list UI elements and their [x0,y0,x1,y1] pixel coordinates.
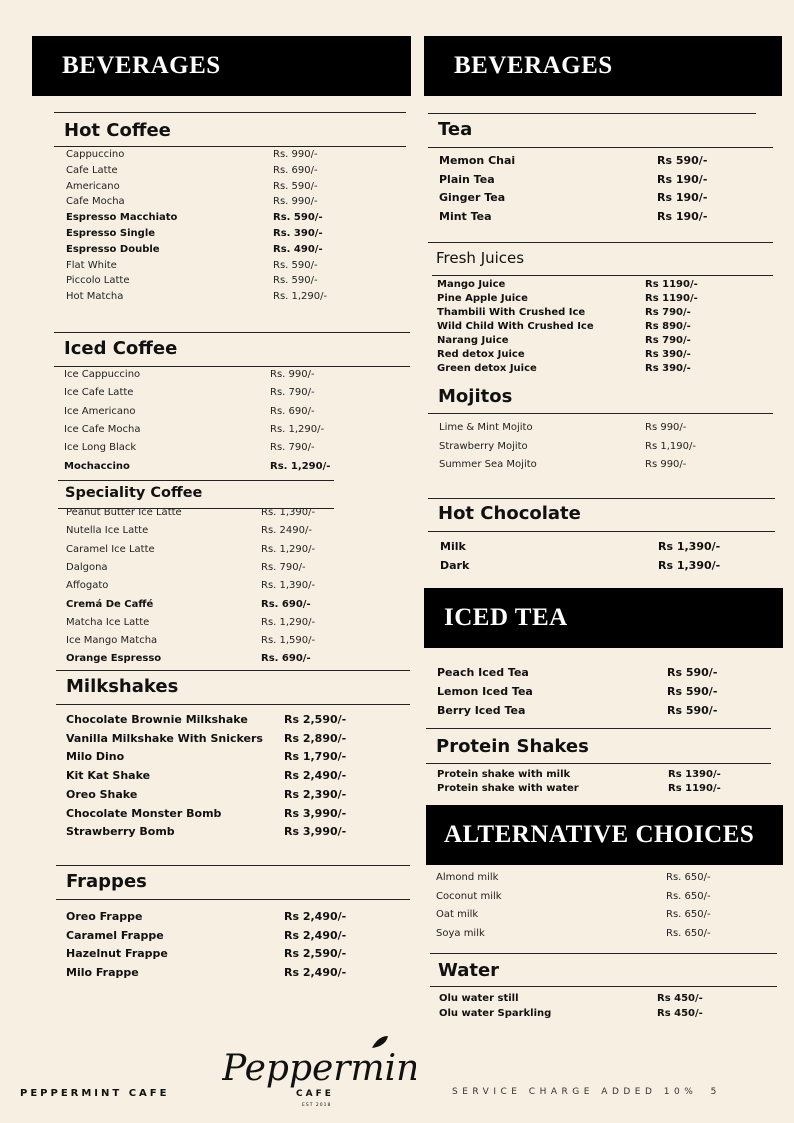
menu-item [66,580,351,594]
menu-item-price: Rs 990/- [645,422,687,433]
menu-item [66,966,374,980]
left-banner-title: BEVERAGES [62,52,221,79]
menu-item-name: Nutella Ice Latte [66,525,149,537]
menu-item-price: Rs. 650/- [666,872,711,883]
menu-item-price: Rs 2,590/- [284,713,347,726]
menu-item [437,293,735,307]
menu-item-name: Oat milk [436,909,479,920]
menu-item-price: Rs. 790/- [270,387,315,399]
menu-item-name: Milk [440,540,466,553]
alternative-choices-banner [426,805,783,865]
menu-item [66,825,374,839]
menu-item-name: Thambili With Crushed Ice [437,307,586,318]
menu-item-name: Coconut milk [436,890,502,902]
menu-item-name: Piccolo Latte [66,275,130,287]
menu-item-price: Rs 1190/- [645,293,698,304]
milkshakes-title: Milkshakes [66,676,179,697]
speciality-coffee-section [58,480,334,510]
menu-item [437,704,757,718]
menu-item-name: Berry Iced Tea [437,704,526,717]
menu-item-name: Green detox Juice [437,363,537,374]
menu-item-name: Milo Dino [66,750,125,764]
menu-item [440,540,748,554]
menu-item-name: Milo Frappe [66,965,139,979]
hot-chocolate-title: Hot Chocolate [438,503,581,524]
menu-item-price: Rs. 690/- [270,405,315,417]
menu-item-price: Rs. 1,390/- [261,507,316,518]
menu-item [66,181,363,195]
menu-item-price: Rs 790/- [645,335,691,346]
menu-item-name: Soya milk [436,927,485,939]
menu-item-name: Americano [66,180,120,192]
menu-item-price: Rs. 1,290/- [261,616,316,628]
menu-item [66,807,374,821]
menu-item-name: Strawberry Mojito [439,440,528,452]
water-title: Water [438,960,500,981]
menu-item-price: Rs. 1,390/- [261,580,316,592]
menu-item-name: Espresso Single [66,228,156,239]
menu-item [66,544,351,558]
page-number: 5 [710,1087,721,1097]
menu-item [64,461,360,475]
peppermint-logo-graphic [222,1036,416,1108]
menu-item-price: Rs. 590/- [273,212,323,224]
menu-item-price: Rs 590/- [667,685,718,698]
svg-text:CAFE: CAFE [296,1089,334,1099]
menu-item-price: Rs 1190/- [668,783,721,794]
menu-item-name: Wild Child With Crushed Ice [437,321,594,332]
menu-item-price: Rs 190/- [657,172,708,186]
menu-item [66,653,351,667]
menu-item-name: Lemon Iced Tea [437,685,533,698]
menu-item-price: Rs 450/- [657,993,703,1004]
menu-item-price: Rs. 990/- [273,196,318,208]
peppermint-logo [222,1036,416,1108]
menu-item-price: Rs 2,490/- [284,928,347,942]
menu-item-name: Mochaccino [64,460,130,472]
menu-item-name: Pine Apple Juice [437,293,528,304]
menu-item-price: Rs. 1,290/- [270,460,331,472]
menu-item-price: Rs 990/- [645,459,687,470]
menu-item-price: Rs. 690/- [261,598,311,610]
menu-item [66,196,363,210]
water-section [430,953,777,989]
menu-item-name: Ginger Tea [439,191,506,205]
menu-item-name: Peanut Butter Ice Latte [66,507,182,518]
alternative-choices-banner-title: ALTERNATIVE CHOICES [444,821,755,848]
svg-text:EST 2018: EST 2018 [302,1103,332,1108]
menu-item-name: Summer Sea Mojito [439,459,537,470]
menu-item-name: Protein shake with water [437,783,579,794]
menu-item [66,165,363,179]
mojitos-title: Mojitos [438,386,513,407]
menu-item-name: Oreo Frappe [66,910,143,923]
menu-item [439,173,747,187]
menu-item-name: Caramel Ice Latte [66,543,155,555]
menu-item [437,666,757,680]
right-banner-title: BEVERAGES [454,52,613,79]
menu-item-price: Rs. 650/- [666,890,711,902]
left-beverages-banner [32,36,411,96]
menu-item [66,244,363,258]
speciality-coffee-title: Speciality Coffee [65,485,203,501]
menu-item-name: Cafe Latte [66,164,118,176]
menu-item-price: Rs 1,790/- [284,750,347,764]
menu-item [436,909,756,923]
menu-item-name: Ice Cafe Mocha [64,423,141,435]
fresh-juices-title: Fresh Juices [436,249,525,267]
menu-item-price: Rs 450/- [657,1007,703,1019]
menu-item-name: Ice Cappuccino [64,369,141,380]
menu-item [437,321,735,335]
menu-item [439,1008,747,1022]
menu-item-name: Olu water Sparkling [439,1007,552,1019]
menu-item-price: Rs. 1,290/- [261,543,316,555]
menu-item [64,424,360,438]
protein-shakes-title: Protein Shakes [436,736,589,757]
menu-item [437,349,735,363]
menu-item [66,562,351,576]
menu-item-price: Rs 2,890/- [284,731,347,745]
menu-item-price: Rs 1390/- [668,769,721,780]
tea-section [428,113,773,149]
menu-item [66,525,351,539]
menu-item-name: Plain Tea [439,172,495,186]
menu-item [66,260,363,274]
menu-item-price: Rs 590/- [667,666,718,679]
menu-item-price: Rs. 490/- [273,243,323,255]
menu-item-name: Ice Long Black [64,442,137,454]
menu-item-price: Rs 2,490/- [284,965,347,979]
iced-tea-banner [424,588,783,648]
menu-item-name: Olu water still [439,993,519,1004]
menu-item [66,635,351,649]
frappes-title: Frappes [66,871,147,892]
menu-item [439,191,747,205]
menu-item-name: Narang Juice [437,335,509,346]
iced-coffee-title: Iced Coffee [64,338,178,359]
menu-item-name: Caramel Frappe [66,928,164,942]
menu-item-price: Rs 3,990/- [284,806,347,820]
menu-item [66,750,374,764]
menu-item-price: Rs. 590/- [273,180,318,192]
menu-item-name: Cafe Mocha [66,196,125,208]
menu-item [439,210,747,224]
menu-item-name: Espresso Double [66,243,160,255]
menu-item-price: Rs. 650/- [666,909,711,920]
menu-item-price: Rs 390/- [645,349,691,360]
menu-item-price: Rs. 790/- [270,442,315,454]
menu-item-name: Flat White [66,259,117,271]
menu-item [66,212,363,226]
menu-item [66,947,374,961]
menu-item [66,149,363,163]
menu-item-name: Almond milk [436,872,499,883]
menu-item-name: Mint Tea [439,209,492,223]
menu-item-price: Rs 590/- [657,154,708,167]
menu-item-price: Rs. 650/- [666,927,711,939]
menu-item [437,279,735,293]
menu-item [66,929,374,943]
hot-chocolate-section [428,498,775,534]
menu-item-name: Oreo Shake [66,787,138,801]
menu-item [439,459,735,473]
menu-item [66,910,374,924]
service-charge-text: SERVICE CHARGE ADDED 10% [452,1087,698,1097]
menu-item [437,335,735,349]
menu-item-price: Rs 2,390/- [284,787,347,801]
footer-cafe-name: PEPPERMINT CAFE [20,1088,170,1099]
menu-item [437,307,735,321]
menu-item [436,872,756,886]
menu-item [64,442,360,456]
menu-item-price: Rs 2,490/- [284,769,347,783]
menu-item-price: Rs 2,490/- [284,910,347,923]
menu-item-name: Dark [440,558,470,572]
menu-item-price: Rs 390/- [645,363,691,374]
mojitos-section [428,380,773,416]
menu-item-name: Ice Cafe Latte [64,387,134,399]
menu-item [64,369,360,383]
menu-item [66,788,374,802]
menu-item [439,993,747,1007]
svg-text:Peppermint: Peppermint [222,1048,416,1089]
menu-item-price: Rs 190/- [657,209,708,223]
menu-item [66,275,363,289]
menu-item [64,406,360,420]
menu-item-name: Ice Mango Matcha [66,635,158,647]
menu-item-price: Rs 3,990/- [284,825,347,839]
menu-item-name: Peach Iced Tea [437,666,529,679]
menu-item-name: Kit Kat Shake [66,769,151,783]
menu-item [64,387,360,401]
menu-item-price: Rs 190/- [657,191,708,205]
menu-item [439,422,735,436]
menu-item-price: Rs 790/- [645,307,691,318]
footer-service-charge [452,1087,721,1097]
menu-item-name: Chocolate Monster Bomb [66,806,222,820]
frappes-section [56,865,410,901]
menu-item-price: Rs. 1,290/- [273,291,328,303]
menu-item-name: Chocolate Brownie Milkshake [66,713,248,726]
menu-item-name: Lime & Mint Mojito [439,422,533,433]
menu-item-price: Rs. 690/- [261,653,311,665]
iced-coffee-section [54,332,410,372]
menu-item [439,441,735,455]
menu-item [66,599,351,613]
hot-coffee-title: Hot Coffee [64,120,171,141]
menu-item [437,363,735,377]
menu-item-price: Rs. 1,290/- [270,423,325,435]
menu-item [440,559,748,573]
menu-item-name: Strawberry Bomb [66,825,175,839]
menu-item-name: Espresso Macchiato [66,212,178,224]
menu-item-price: Rs 2,590/- [284,947,347,961]
menu-item-name: Matcha Ice Latte [66,616,150,628]
menu-item-price: Rs. 990/- [273,149,318,160]
menu-item-name: Mango Juice [437,279,506,290]
menu-item [439,154,747,168]
menu-item [66,713,374,727]
menu-item-price: Rs 1190/- [645,279,698,290]
menu-item [436,928,756,942]
menu-item-price: Rs. 590/- [273,259,318,271]
menu-item [437,769,758,783]
menu-item [436,891,756,905]
menu-item-name: Ice Americano [64,405,136,417]
menu-item [437,685,757,699]
menu-item-name: Vanilla Milkshake With Snickers [66,731,263,745]
menu-item-price: Rs. 790/- [261,561,306,573]
menu-item-name: Red detox Juice [437,349,525,360]
menu-item-price: Rs. 2490/- [261,525,312,537]
menu-item-name: Cappuccino [66,149,125,160]
menu-item-name: Orange Espresso [66,653,162,665]
right-beverages-banner [424,36,782,96]
protein-shakes-section [426,728,771,764]
menu-item [66,228,363,242]
menu-item-price: Rs 590/- [667,704,718,717]
tea-title: Tea [438,119,473,140]
menu-item-price: Rs. 690/- [273,164,318,176]
menu-item-price: Rs. 390/- [273,228,323,239]
menu-item [437,783,758,797]
menu-item-price: Rs 1,390/- [658,540,721,553]
menu-item-name: Affogato [66,580,109,592]
menu-item-price: Rs 1,390/- [658,558,721,572]
menu-item-name: Hot Matcha [66,291,124,303]
menu-item-price: Rs. 990/- [270,369,315,380]
menu-item [66,732,374,746]
menu-item-price: Rs. 590/- [273,275,318,287]
menu-item-name: Hazelnut Frappe [66,947,168,961]
menu-item [66,617,351,631]
menu-item-name: Protein shake with milk [437,769,571,780]
menu-item [66,291,363,305]
milkshakes-section [56,670,410,706]
menu-item-price: Rs 1,190/- [645,440,696,452]
menu-item-name: Dalgona [66,561,108,573]
fresh-juices-section [428,242,773,278]
menu-item-price: Rs 890/- [645,321,691,332]
menu-item [66,507,351,521]
menu-item-price: Rs. 1,590/- [261,635,316,647]
iced-tea-banner-title: ICED TEA [444,604,568,631]
menu-item-name: Cremá De Caffé [66,598,154,610]
menu-item-name: Memon Chai [439,154,516,167]
menu-item [66,769,374,783]
